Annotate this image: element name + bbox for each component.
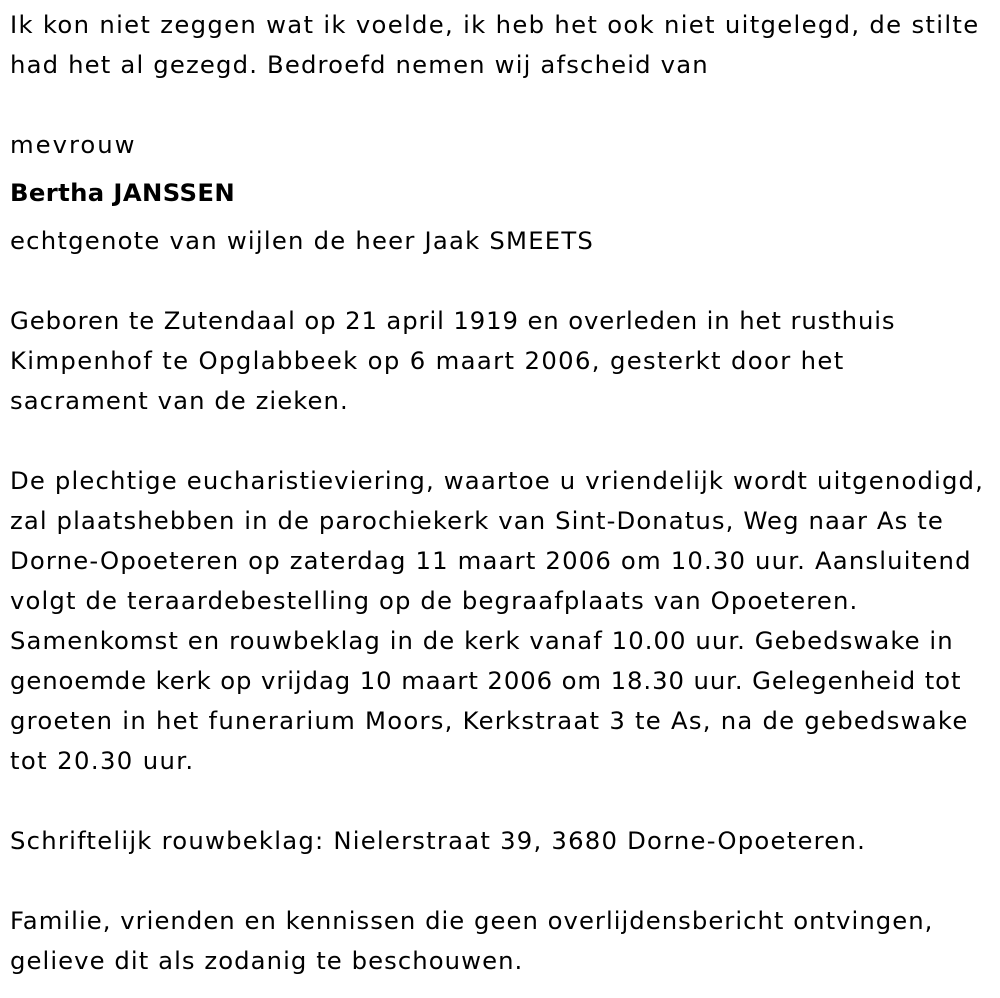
intro-line-2: had het al gezegd. Bedroefd nemen wij afscheid van [10,50,709,79]
closing-line-1: Familie, vrienden en kennissen die geen overlijdensbericht ontvingen, [10,906,934,935]
salutation: mevrouw [10,130,137,159]
written-condolence: Schriftelijk rouwbeklag: Nielerstraat 39, 3680 Dorne-Opoeteren. [10,826,867,855]
spouse-relation: echtgenote van wijlen de heer Jaak SMEETS [10,226,595,255]
intro-line-1: Ik kon niet zeggen wat ik voelde, ik heb het ook niet uitgelegd, de stilte [10,10,980,39]
ceremony-line-7: groeten in het funerarium Moors, Kerkstraat 3 te As, na de gebedswake [10,706,969,735]
birth-death-line-3: sacrament van de zieken. [10,386,349,415]
birth-death-line-1: Geboren te Zutendaal op 21 april 1919 en overleden in het rusthuis [10,306,896,335]
ceremony-line-5: Samenkomst en rouwbeklag in de kerk vanaf 10.00 uur. Gebedswake in [10,626,954,655]
deceased-name: Bertha JANSSEN [10,178,236,207]
ceremony-line-2: zal plaatshebben in de parochiekerk van Sint-Donatus, Weg naar As te [10,506,944,535]
birth-death-line-2: Kimpenhof te Opglabbeek op 6 maart 2006, gesterkt door het [10,346,845,375]
ceremony-line-1: De plechtige eucharistieviering, waartoe u vriendelijk wordt uitgenodigd, [10,466,985,495]
ceremony-line-4: volgt de teraardebestelling op de begraafplaats van Opoeteren. [10,586,859,615]
ceremony-line-8: tot 20.30 uur. [10,746,195,775]
ceremony-line-3: Dorne-Opoeteren op zaterdag 11 maart 2006 om 10.30 uur. Aansluitend [10,546,972,575]
closing-line-2: gelieve dit als zodanig te beschouwen. [10,946,524,975]
ceremony-line-6: genoemde kerk op vrijdag 10 maart 2006 om 18.30 uur. Gelegenheid tot [10,666,962,695]
